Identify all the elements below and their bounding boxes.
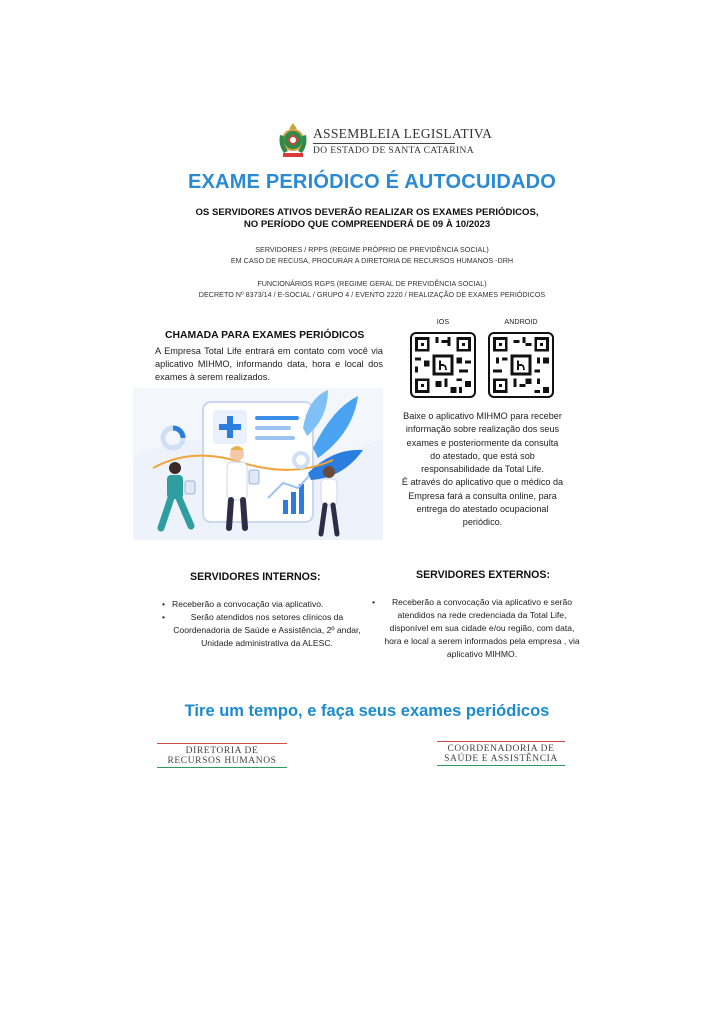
app-text-line3: exames e posteriormente da consulta <box>406 437 559 448</box>
qr-label-ios: IOS <box>436 317 450 326</box>
chamada-text: A Empresa Total Life entrará em contato com você via aplicativo MIHMO, informando data, hora e local dos exames à serem realizados. <box>155 346 383 382</box>
signature-left <box>157 746 287 766</box>
rgps-line1: FUNCIONÁRIOS RGPS (REGIME GERAL DE PREVIDÊNCIA SOCIAL) <box>257 279 487 288</box>
externos-list <box>372 596 582 661</box>
org-divider <box>313 143 455 144</box>
app-text-line1: Baixe o aplicativo MIHMO para receber <box>403 411 562 421</box>
app-text-line8: entrega do atestado ocupacional <box>416 504 549 515</box>
qr-label-android: ANDROID <box>504 317 538 326</box>
signature-left-top-line <box>157 743 287 744</box>
internos-item-1: • Receberão a convocação via aplicativo. <box>162 598 362 611</box>
signature-right <box>437 744 565 764</box>
state-crest-icon <box>276 121 310 161</box>
qr-code-android[interactable] <box>488 332 554 398</box>
medical-illustration <box>133 388 383 540</box>
org-name-line1: ASSEMBLEIA LEGISLATIVA <box>313 126 493 141</box>
externos-item-1: • Receberão a convocação via aplicativo e serão atendidos na rede credenciada da Total Life, disponível em sua cidade e/ou região, com data, hora e local a serem informados pela empresa , via aplicativo MIHMO. <box>372 596 582 661</box>
subtitle-line1: OS SERVIDORES ATIVOS DEVERÃO REALIZAR OS EXAMES PERIÓDICOS, <box>195 207 539 218</box>
qr-code-ios[interactable] <box>410 332 476 398</box>
rpps-line2: EM CASO DE RECUSA, PROCURAR A DIRETORIA DE RECURSOS HUMANOS -DRH <box>230 255 514 265</box>
signature-right-line1: COORDENADORIA DE <box>447 744 555 754</box>
chamada-title: CHAMADA PARA EXAMES PERIÓDICOS <box>165 330 365 341</box>
subtitle-line2: NO PERÍODO QUE COMPREENDERÁ DE 09 À 10/2023 <box>243 219 491 230</box>
rgps-line2: DECRETO Nº 8373/14 / E-SOCIAL / GRUPO 4 / EVENTO 2220 / REALIZAÇÃO DE EXAMES PERIÓDICOS <box>198 289 546 299</box>
app-text-line4: do atestado, que está sob <box>430 450 535 461</box>
qr-code-ios-icon <box>412 334 474 396</box>
page-title: EXAME PERIÓDICO É AUTOCUIDADO <box>187 171 557 193</box>
tagline: Tire um tempo, e faça seus exames periódicos <box>184 702 550 720</box>
internos-item-2: • Serão atendidos nos setores clínicos da Coordenadoria de Saúde e Assistência, 2º andar, Unidade administrativa da ALESC. <box>162 611 362 650</box>
rgps-info <box>0 279 724 300</box>
rpps-info <box>0 245 724 266</box>
internos-list <box>162 598 362 650</box>
app-text-line9: periódico. <box>462 517 503 528</box>
app-text-line6: É através do aplicativo que o médico da <box>401 477 564 488</box>
app-text-line2: informação sobre realização dos seus <box>405 424 560 435</box>
signature-right-line2: SAÚDE E ASSISTÊNCIA <box>444 754 558 764</box>
signature-right-bottom-line <box>437 765 565 766</box>
app-text-line5: responsabilidade da Total Life. <box>421 464 544 475</box>
qr-code-android-icon <box>490 334 552 396</box>
externos-title: SERVIDORES EXTERNOS: <box>416 569 551 581</box>
internos-title: SERVIDORES INTERNOS: <box>190 571 321 583</box>
rpps-line1: SERVIDORES / RPPS (REGIME PRÓPRIO DE PREVIDÊNCIA SOCIAL) <box>255 245 489 254</box>
signature-right-top-line <box>437 741 565 742</box>
signature-left-line2: RECURSOS HUMANOS <box>167 756 277 766</box>
subtitle <box>0 207 724 231</box>
signature-left-line1: DIRETORIA DE <box>185 746 259 756</box>
app-description <box>380 410 585 530</box>
signature-left-bottom-line <box>157 767 287 768</box>
app-text-line7: Empresa fará a consulta online, para <box>408 490 557 501</box>
org-name-line2: DO ESTADO DE SANTA CATARINA <box>313 146 475 156</box>
